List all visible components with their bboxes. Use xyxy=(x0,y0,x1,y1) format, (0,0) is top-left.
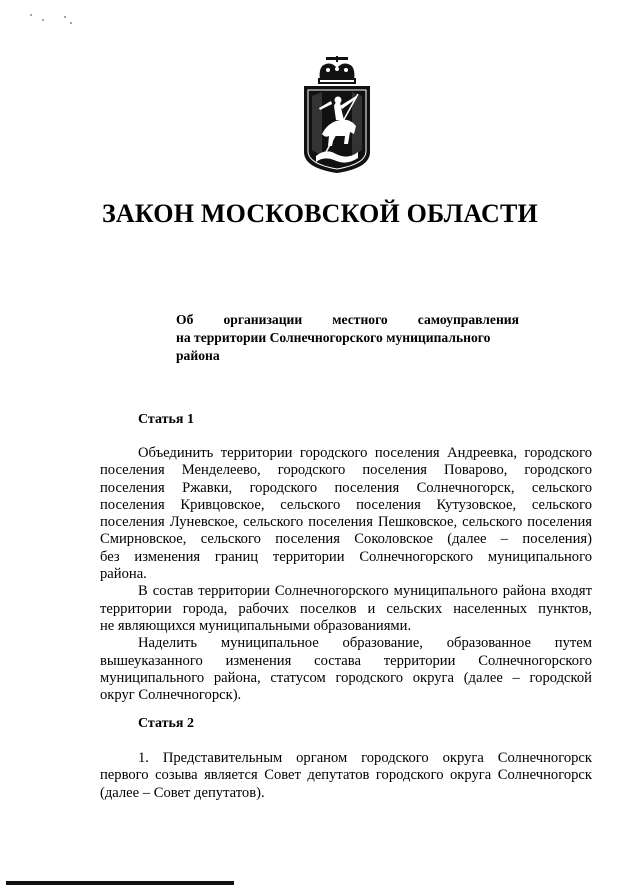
article-2-text xyxy=(100,750,592,802)
text-line: (далее – Совет депутатов). xyxy=(100,784,265,801)
text-line: первого созыва является Совет депутатов городского округа Солнечногорск xyxy=(100,767,592,784)
text-line: округ Солнечногорск). xyxy=(100,687,242,704)
text-line: поселения Ржавки, городского поселения Солнечногорск, сельского xyxy=(100,479,592,496)
text-line: поселения Кривцовское, сельского поселения Кутузовское, сельского xyxy=(100,496,592,513)
text-line: Объединить территории городского поселения Андреевка, городского xyxy=(138,445,592,461)
footer-rule xyxy=(6,881,234,885)
article-2-heading: Статья 2 xyxy=(138,716,194,731)
text-line: района. xyxy=(100,566,147,583)
text-line: Смирновское, сельского поселения Соколовское (далее – поселения) xyxy=(100,531,592,548)
law-subject xyxy=(176,311,519,365)
article-1-heading: Статья 1 xyxy=(138,412,194,427)
text-line: В состав территории Солнечногорского муниципального района входят xyxy=(138,583,592,600)
text-line: Наделить муниципальное образование, образованное путем xyxy=(138,635,592,652)
text-line: вышеуказанного изменения состава территории Солнечногорского xyxy=(100,652,592,669)
text-line: поселения Менделеево, городского поселения Поварово, городского xyxy=(100,462,592,479)
text-line: территории города, рабочих поселков и сельских населенных пунктов, xyxy=(100,600,592,617)
moscow-oblast-emblem-icon xyxy=(298,56,376,174)
subject-line: Об организации местного самоуправления xyxy=(176,312,519,327)
subject-line: района xyxy=(176,348,220,363)
text-line: муниципального района, статусом городского округа (далее – городской xyxy=(100,669,592,686)
text-line: без изменения границ территории Солнечногорского муниципального xyxy=(100,548,592,565)
article-1-text xyxy=(100,445,592,704)
scan-specks xyxy=(26,10,86,30)
text-line: 1. Представительным органом городского округа Солнечногорск xyxy=(138,750,592,766)
text-line: поселения Луневское, сельского поселения Пешковское, сельского поселения xyxy=(100,514,592,531)
law-title: ЗАКОН МОСКОВСКОЙ ОБЛАСТИ xyxy=(102,199,538,228)
subject-line: на территории Солнечногорского муниципального xyxy=(176,330,491,345)
text-line: не являющихся муниципальными образованиями. xyxy=(100,617,412,634)
